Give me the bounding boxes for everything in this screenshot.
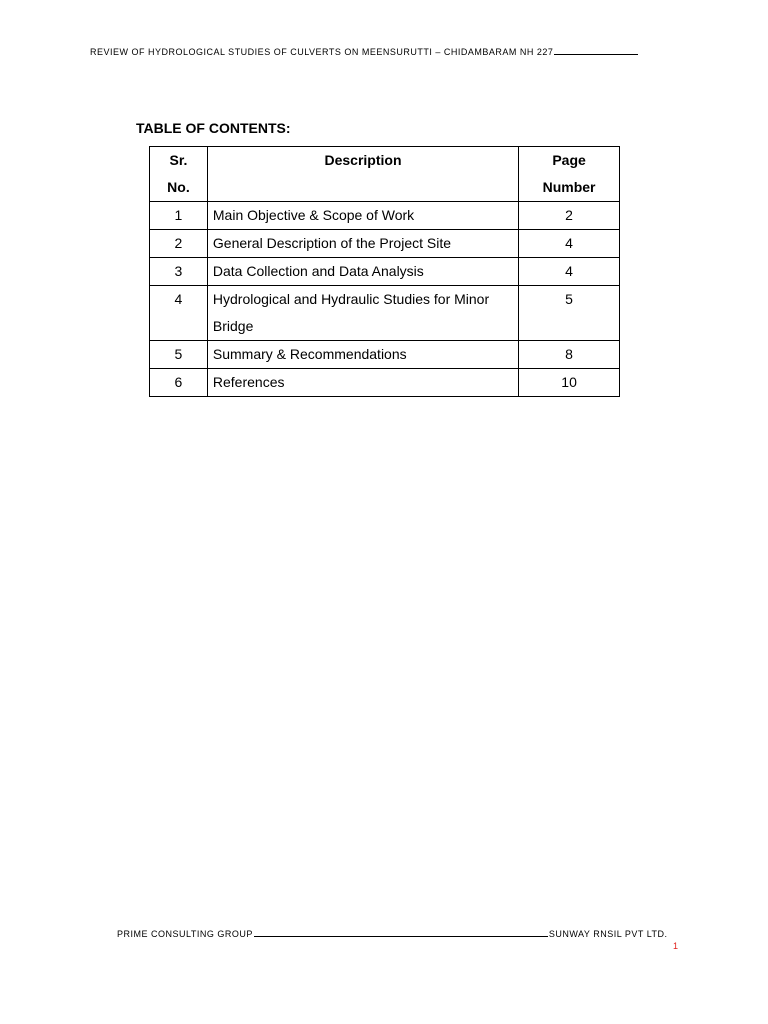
footer-left-text: PRIME CONSULTING GROUP xyxy=(117,929,253,939)
column-header-sr-line2: No. xyxy=(167,179,190,195)
header-text: REVIEW OF HYDROLOGICAL STUDIES OF CULVERTS ON MEENSURUTTI – CHIDAMBARAM NH 227 xyxy=(90,47,554,57)
toc-heading: TABLE OF CONTENTS: xyxy=(136,120,291,136)
footer-right-text: SUNWAY RNSIL PVT LTD. xyxy=(548,929,668,939)
row-page-number: 4 xyxy=(519,258,620,286)
row-number: 5 xyxy=(150,341,208,369)
row-number: 2 xyxy=(150,230,208,258)
table-row xyxy=(150,202,620,230)
row-description: Hydrological and Hydraulic Studies for Minor Bridge xyxy=(207,286,518,341)
table-row xyxy=(150,286,620,341)
row-page-number: 4 xyxy=(519,230,620,258)
column-header-page-number xyxy=(519,147,620,202)
toc-table xyxy=(149,146,620,397)
table-row xyxy=(150,341,620,369)
header-underline xyxy=(554,54,638,55)
row-description: General Description of the Project Site xyxy=(207,230,518,258)
column-header-page-line2: Number xyxy=(542,179,596,195)
page-header xyxy=(90,47,638,57)
row-page-number: 2 xyxy=(519,202,620,230)
column-header-page-line1: Page xyxy=(552,152,586,168)
row-number: 1 xyxy=(150,202,208,230)
row-number: 3 xyxy=(150,258,208,286)
row-description: Main Objective & Scope of Work xyxy=(207,202,518,230)
page-footer xyxy=(117,929,668,939)
footer-underline xyxy=(254,936,548,937)
row-description: Summary & Recommendations xyxy=(207,341,518,369)
row-description: References xyxy=(207,369,518,397)
toc-header-row xyxy=(150,147,620,202)
table-row xyxy=(150,230,620,258)
table-row xyxy=(150,369,620,397)
row-number: 6 xyxy=(150,369,208,397)
row-page-number: 5 xyxy=(519,286,620,341)
column-header-sr-line1: Sr. xyxy=(169,152,188,168)
page-number: 1 xyxy=(673,941,679,951)
row-page-number: 8 xyxy=(519,341,620,369)
column-header-description-label: Description xyxy=(324,152,402,168)
row-description: Data Collection and Data Analysis xyxy=(207,258,518,286)
row-page-number: 10 xyxy=(519,369,620,397)
row-number: 4 xyxy=(150,286,208,341)
table-row xyxy=(150,258,620,286)
column-header-description xyxy=(207,147,518,202)
column-header-sr-no xyxy=(150,147,208,202)
